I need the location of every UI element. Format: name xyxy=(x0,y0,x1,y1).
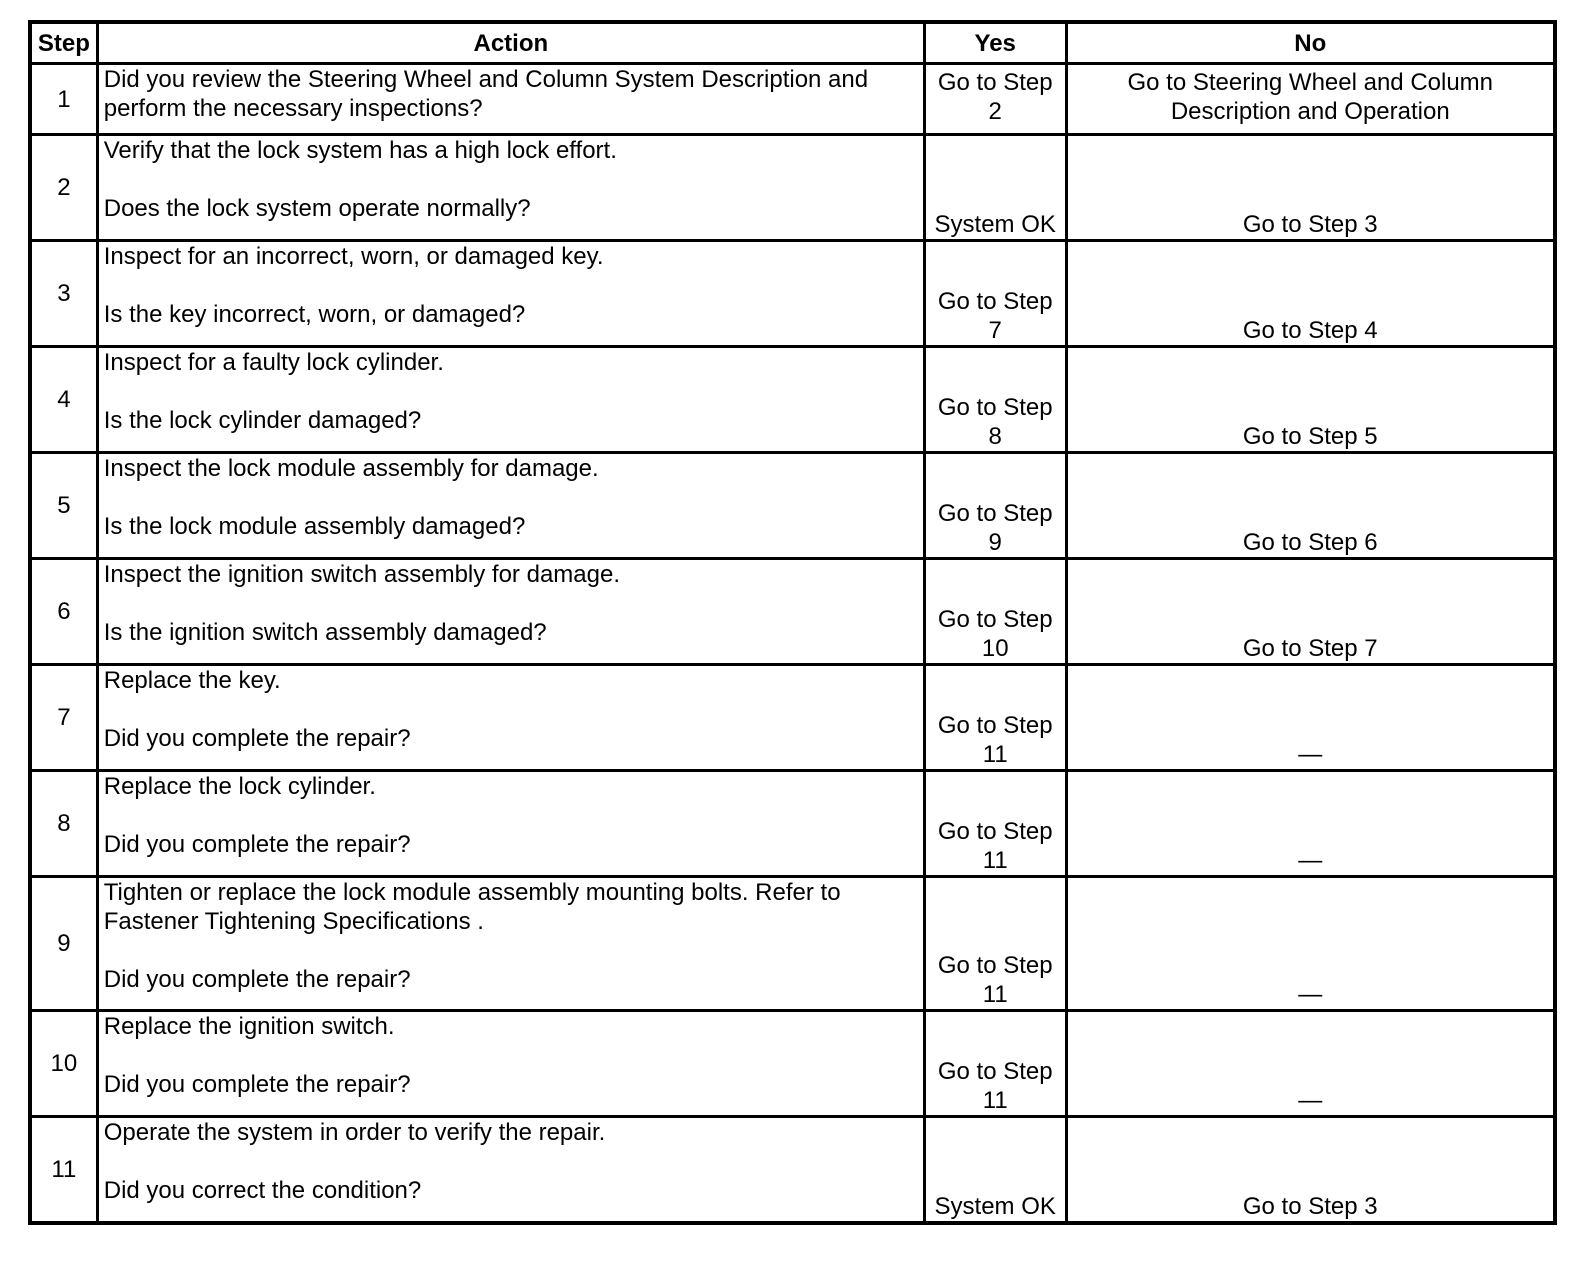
no-cell: Go to Step 5 xyxy=(1066,347,1555,453)
diagnostic-table xyxy=(28,20,1557,1225)
table-row xyxy=(30,347,1555,453)
action-text: Verify that the lock system has a high lock effort. xyxy=(103,137,617,164)
step-number: 2 xyxy=(30,135,97,241)
header-yes: Yes xyxy=(924,22,1066,64)
no-cell: Go to Step 3 xyxy=(1066,1117,1555,1224)
table-row xyxy=(30,877,1555,1011)
step-number: 8 xyxy=(30,771,97,877)
no-cell: Go to Step 3 xyxy=(1066,135,1555,241)
table-row xyxy=(30,559,1555,665)
action-question: Did you complete the repair? xyxy=(103,725,411,752)
action-cell xyxy=(97,877,924,1011)
action-cell xyxy=(97,1011,924,1117)
header-no: No xyxy=(1066,22,1555,64)
yes-cell: Go to Step 11 xyxy=(924,1011,1066,1117)
no-cell: Go to Step 6 xyxy=(1066,453,1555,559)
action-text: Replace the key. xyxy=(103,667,281,694)
action-question: Is the key incorrect, worn, or damaged? xyxy=(103,301,526,328)
action-question: Did you correct the condition? xyxy=(103,1177,422,1204)
action-cell xyxy=(97,241,924,347)
action-cell xyxy=(97,347,924,453)
step-number: 5 xyxy=(30,453,97,559)
action-text: Did you review the Steering Wheel and Column System Description and xyxy=(103,66,869,93)
header-row xyxy=(30,22,1555,64)
no-cell: — xyxy=(1066,877,1555,1011)
no-cell: — xyxy=(1066,1011,1555,1117)
action-cell xyxy=(97,771,924,877)
action-question: Did you complete the repair? xyxy=(103,1071,411,1098)
action-cell xyxy=(97,559,924,665)
no-cell: Go to Steering Wheel and Column Description and Operation xyxy=(1066,64,1555,135)
action-question: Is the ignition switch assembly damaged? xyxy=(103,619,547,646)
yes-cell: Go to Step 2 xyxy=(924,64,1066,135)
action-text: Replace the ignition switch. xyxy=(103,1013,395,1040)
yes-cell: System OK xyxy=(924,135,1066,241)
step-number: 1 xyxy=(30,64,97,135)
yes-cell: Go to Step 9 xyxy=(924,453,1066,559)
action-question: Is the lock cylinder damaged? xyxy=(103,407,422,434)
yes-cell: Go to Step 8 xyxy=(924,347,1066,453)
action-text: Operate the system in order to verify the repair. xyxy=(103,1119,606,1146)
yes-cell: Go to Step 11 xyxy=(924,665,1066,771)
action-text: Inspect for an incorrect, worn, or damaged key. xyxy=(103,243,604,270)
table-row xyxy=(30,665,1555,771)
header-action: Action xyxy=(97,22,924,64)
step-number: 4 xyxy=(30,347,97,453)
yes-cell: Go to Step 11 xyxy=(924,877,1066,1011)
yes-cell: System OK xyxy=(924,1117,1066,1224)
action-cell xyxy=(97,1117,924,1224)
action-text: Inspect the ignition switch assembly for damage. xyxy=(103,561,620,588)
action-text: Inspect for a faulty lock cylinder. xyxy=(103,349,444,376)
action-cell xyxy=(97,665,924,771)
action-question: Did you complete the repair? xyxy=(103,966,411,993)
action-text: perform the necessary inspections? xyxy=(103,95,483,122)
no-cell: Go to Step 4 xyxy=(1066,241,1555,347)
step-number: 6 xyxy=(30,559,97,665)
table-row xyxy=(30,241,1555,347)
step-number: 9 xyxy=(30,877,97,1011)
action-text: Inspect the lock module assembly for damage. xyxy=(103,455,599,482)
action-cell xyxy=(97,453,924,559)
table-row xyxy=(30,1011,1555,1117)
yes-cell: Go to Step 7 xyxy=(924,241,1066,347)
table-row xyxy=(30,135,1555,241)
step-number: 3 xyxy=(30,241,97,347)
no-cell: — xyxy=(1066,771,1555,877)
step-number: 10 xyxy=(30,1011,97,1117)
action-text: Fastener Tightening Specifications . xyxy=(103,908,484,935)
action-cell xyxy=(97,64,924,135)
step-number: 7 xyxy=(30,665,97,771)
action-cell xyxy=(97,135,924,241)
action-question: Does the lock system operate normally? xyxy=(103,195,531,222)
action-question: Is the lock module assembly damaged? xyxy=(103,513,526,540)
table-row xyxy=(30,64,1555,135)
table-row xyxy=(30,771,1555,877)
yes-cell: Go to Step 10 xyxy=(924,559,1066,665)
table-row xyxy=(30,1117,1555,1224)
yes-cell: Go to Step 11 xyxy=(924,771,1066,877)
action-question: Did you complete the repair? xyxy=(103,831,411,858)
action-text: Replace the lock cylinder. xyxy=(103,773,376,800)
no-cell: — xyxy=(1066,665,1555,771)
action-text: Tighten or replace the lock module assembly mounting bolts. Refer to xyxy=(103,879,841,906)
no-cell: Go to Step 7 xyxy=(1066,559,1555,665)
step-number: 11 xyxy=(30,1117,97,1224)
header-step: Step xyxy=(30,22,97,64)
table-row xyxy=(30,453,1555,559)
table-body xyxy=(30,64,1555,1224)
